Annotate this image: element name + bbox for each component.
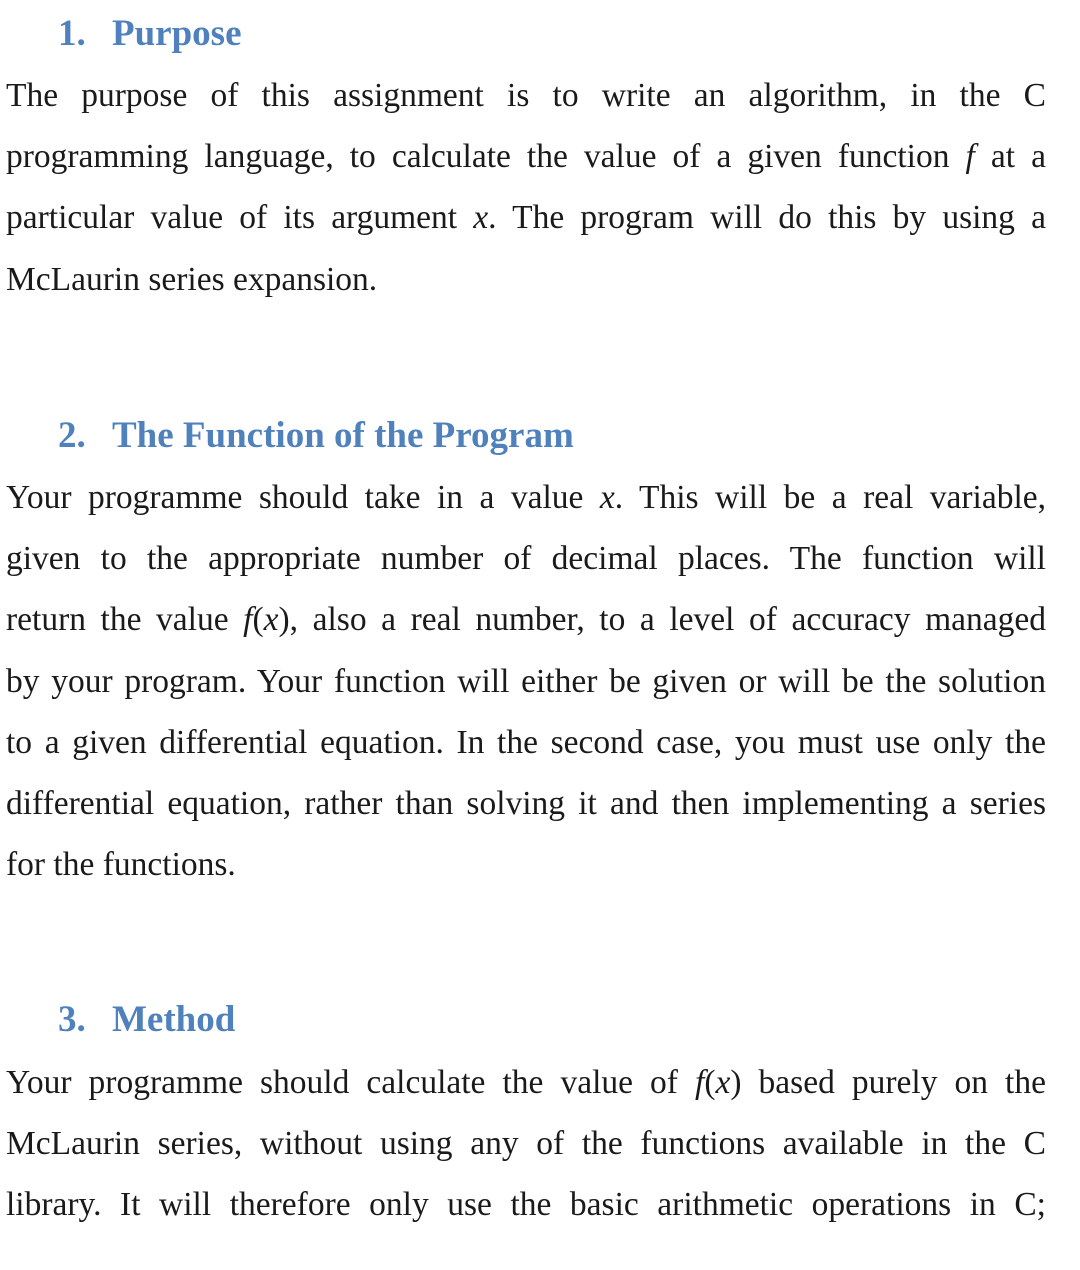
paragraph-purpose [6, 65, 1046, 310]
paragraph-line: McLaurin series, without using any of the functions available in the C [6, 1125, 1046, 1163]
paragraph-line: particular value of its argument x. The program will do this by using a [6, 199, 1046, 237]
section-heading-purpose [58, 15, 242, 52]
paragraph-line: Your programme should take in a value x. This will be a real variable, [6, 479, 1046, 516]
paragraph-line: Your programme should calculate the value of f(x) based purely on the [6, 1064, 1046, 1101]
paragraph-line: to a given differential equation. In the second case, you must use only the [6, 723, 1046, 761]
section-number: 3. [58, 999, 86, 1040]
section-heading-method [58, 1001, 235, 1038]
section-heading-function [58, 417, 574, 454]
section-title: Method [112, 999, 236, 1040]
section-title: Purpose [112, 13, 242, 54]
paragraph-line: given to the appropriate number of decimal places. The function will [6, 540, 1046, 578]
paragraph-line: differential equation, rather than solving it and then implementing a series [6, 785, 1046, 823]
paragraph-line: library. It will therefore only use the basic arithmetic operations in C; [6, 1186, 1046, 1224]
paragraph-line: The purpose of this assignment is to write an algorithm, in the C [6, 77, 1046, 114]
section-title: The Function of the Program [112, 415, 574, 456]
paragraph-line: return the value f(x), also a real number, to a level of accuracy managed [6, 601, 1046, 639]
paragraph-function [6, 467, 1046, 895]
paragraph-method [6, 1052, 1046, 1236]
paragraph-line: McLaurin series expansion. [6, 260, 378, 298]
paragraph-line: by your program. Your function will either be given or will be the solution [6, 662, 1046, 700]
section-number: 2. [58, 415, 86, 456]
section-number: 1. [58, 13, 86, 54]
paragraph-line: programming language, to calculate the value of a given function f at a [6, 138, 1047, 176]
paragraph-line: for the functions. [6, 846, 236, 884]
